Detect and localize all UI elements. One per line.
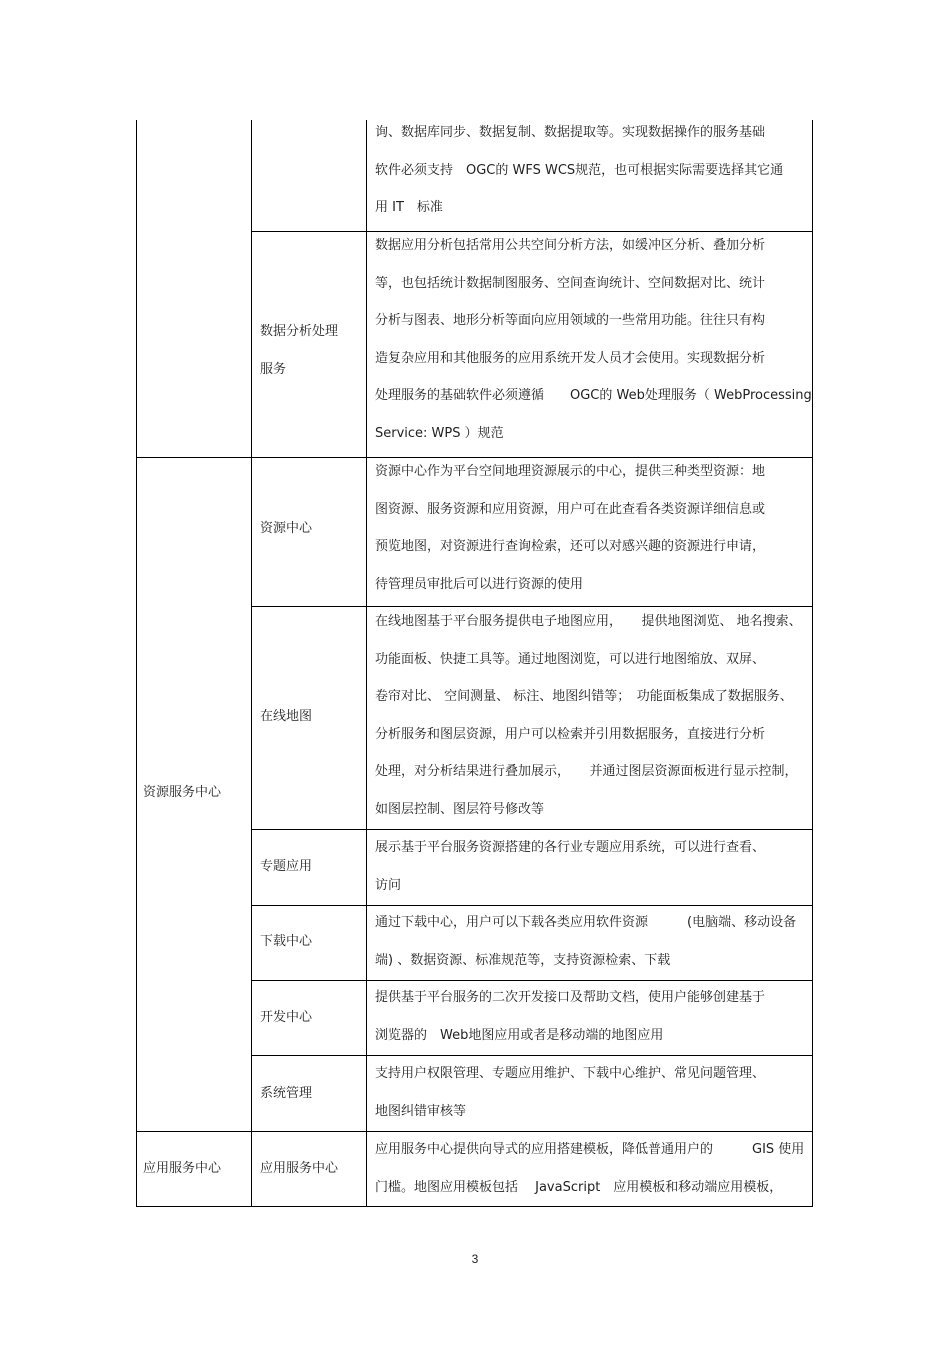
description-cell: 资源中心作为平台空间地理资源展示的中心，提供三种类型资源：地 图资源、服务资源和应用资源，用户可在此查看各类资源详细信息或 预览地图，对资源进行查询检索，还可以对感兴趣的资源进行申请， 待管理员审批后可以进行资源的使用 — [375, 464, 766, 592]
service-name-cell: 专题应用 — [260, 859, 313, 874]
page-number: 3 — [471, 1252, 479, 1266]
service-name-cell: 资源中心 — [260, 521, 313, 536]
service-name-cell: 系统管理 — [260, 1086, 313, 1101]
description-cell: 应用服务中心提供向导式的应用搭建模板，降低普通用户的 GIS 使用 门槛。地图应用模板包括 JavaScript 应用模板和移动端应用模板， — [375, 1142, 805, 1195]
group-label-app-center: 应用服务中心 — [143, 1161, 222, 1176]
service-name-cell: 下载中心 — [260, 934, 313, 949]
group-label-resource-center: 资源服务中心 — [143, 785, 222, 800]
description-cell: 询、数据库同步、数据复制、数据提取等。实现数据操作的服务基础 软件必须支持 OGC的 WFS WCS规范，也可根据实际需要选择其它通 用 IT 标准 — [375, 125, 784, 215]
description-cell: 展示基于平台服务资源搭建的各行业专题应用系统，可以进行查看、 访问 — [375, 840, 766, 893]
service-name-cell: 在线地图 — [260, 709, 313, 724]
description-cell: 支持用户权限管理、专题应用维护、下载中心维护、常见问题管理、 地图纠错审核等 — [375, 1066, 766, 1119]
description-cell: 通过下载中心，用户可以下载各类应用软件资源 (电脑端、移动设备 端) 、数据资源、标准规范等，支持资源检索、下载 — [375, 915, 797, 968]
description-cell: 提供基于平台服务的二次开发接口及帮助文档，使用户能够创建基于 浏览器的 Web地图应用或者是移动端的地图应用 — [375, 990, 766, 1043]
description-cell: 在线地图基于平台服务提供电子地图应用， 提供地图浏览、 地名搜索、 功能面板、快捷工具等。通过地图浏览，可以进行地图缩放、双屏、 卷帘对比、 空间测量、 标注、地图纠错等； 功能面板集成了数据服务、 分析服务和图层资源，用户可以检索并引用数据服务，直接进行分析 处理，对分析结果进行叠加展示， 并通过图层资源面板进行显示控制， 如图层控制、图层符号修改等 — [375, 614, 802, 817]
service-name-cell: 应用服务中心 — [260, 1161, 339, 1176]
service-name-cell: 数据分析处理 服务 — [260, 324, 339, 377]
description-cell: 数据应用分析包括常用公共空间分析方法，如缓冲区分析、叠加分析 等，也包括统计数据制图服务、空间查询统计、空间数据对比、统计 分析与图表、地形分析等面向应用领域的一些常用功能。往往只有构 造复杂应用和其他服务的应用系统开发人员才会使用。实现数据分析 处理服务的基础软件必须遵循 OGC的 Web处理服务（ WebProcessing Service: WPS ）规范 — [375, 238, 812, 441]
service-name-cell: 开发中心 — [260, 1010, 313, 1025]
